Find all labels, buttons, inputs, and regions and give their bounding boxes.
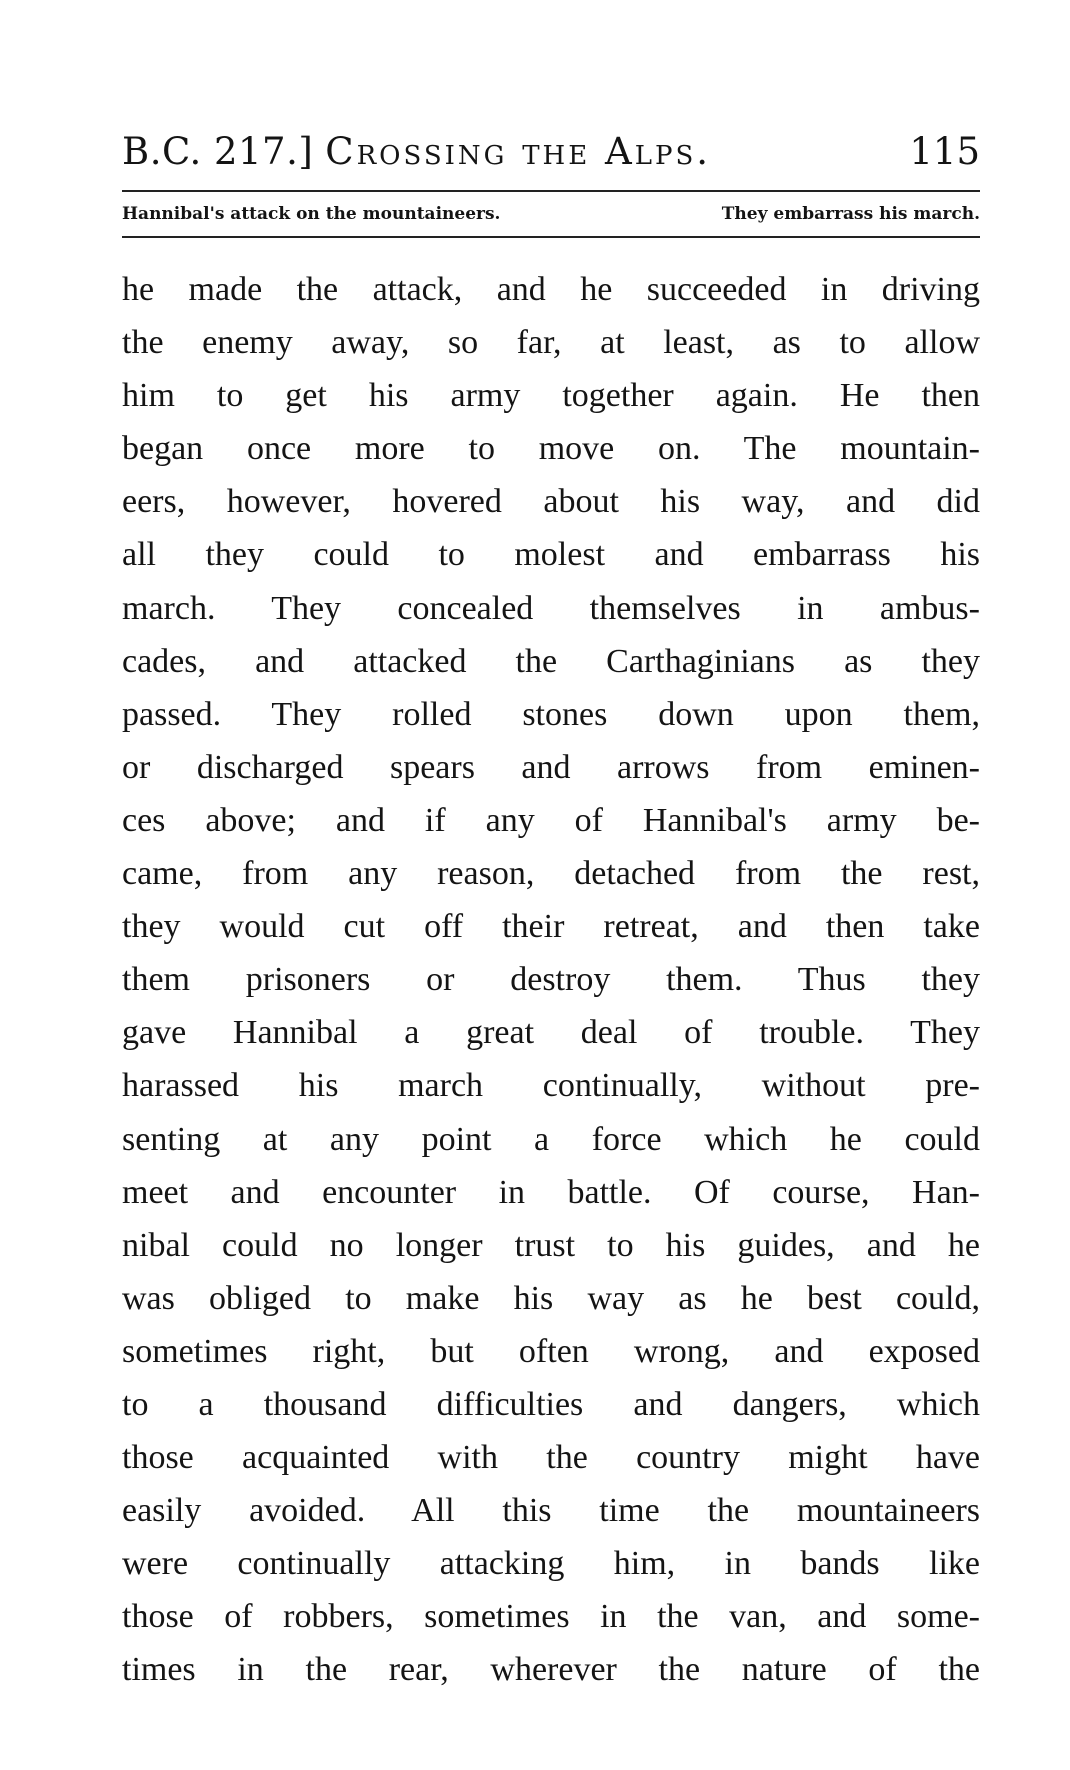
text-line: was obliged to make his way as he best could, bbox=[122, 1279, 980, 1317]
text-line: sometimes right, but often wrong, and exposed bbox=[122, 1332, 980, 1370]
page-number: 115 bbox=[909, 130, 980, 173]
header-year: B.C. 217.] bbox=[122, 130, 314, 173]
running-head bbox=[122, 126, 980, 178]
text-line: were continually attacking him, in bands like bbox=[122, 1545, 980, 1583]
text-line: he made the attack, and he succeeded in driving bbox=[122, 271, 980, 308]
running-head-left bbox=[122, 126, 711, 178]
text-line: they would cut off their retreat, and then take bbox=[122, 908, 980, 946]
text-line: all they could to molest and embarrass his bbox=[122, 536, 980, 574]
text-line: gave Hannibal a great deal of trouble. They bbox=[122, 1014, 980, 1052]
header-rule-bottom bbox=[122, 236, 980, 238]
text-line: passed. They rolled stones down upon them, bbox=[122, 695, 980, 733]
text-line: easily avoided. All this time the mountaineers bbox=[122, 1492, 980, 1530]
text-line: march. They concealed themselves in ambus- bbox=[122, 589, 980, 627]
text-line: came, from any reason, detached from the rest, bbox=[122, 855, 980, 893]
header-rule-top bbox=[122, 190, 980, 192]
text-line: senting at any point a force which he could bbox=[122, 1120, 980, 1158]
side-note-left: Hannibal's attack on the mountaineers. bbox=[122, 204, 501, 224]
text-line: times in the rear, wherever the nature of the bbox=[122, 1651, 980, 1689]
text-line: those of robbers, sometimes in the van, and some- bbox=[122, 1598, 980, 1636]
text-line: him to get his army together again. He then bbox=[122, 377, 980, 415]
side-note-right: They embarrass his march. bbox=[721, 204, 980, 224]
text-line: ces above; and if any of Hannibal's army be- bbox=[122, 801, 980, 839]
text-line: to a thousand difficulties and dangers, which bbox=[122, 1385, 980, 1423]
text-line: or discharged spears and arrows from eminen- bbox=[122, 748, 980, 786]
text-line: eers, however, hovered about his way, and did bbox=[122, 483, 980, 521]
text-line: began once more to move on. The mountain- bbox=[122, 430, 980, 468]
chapter-title: Crossing the Alps. bbox=[325, 130, 712, 173]
body-text bbox=[122, 263, 980, 1697]
side-notes bbox=[122, 196, 980, 232]
text-line: nibal could no longer trust to his guides, and he bbox=[122, 1226, 980, 1264]
text-line: cades, and attacked the Carthaginians as they bbox=[122, 642, 980, 680]
text-line: those acquainted with the country might have bbox=[122, 1439, 980, 1477]
text-line: the enemy away, so far, at least, as to allow bbox=[122, 324, 980, 362]
text-line: them prisoners or destroy them. Thus they bbox=[122, 961, 980, 999]
text-line: meet and encounter in battle. Of course, Han- bbox=[122, 1173, 980, 1211]
text-line: harassed his march continually, without pre- bbox=[122, 1067, 980, 1105]
